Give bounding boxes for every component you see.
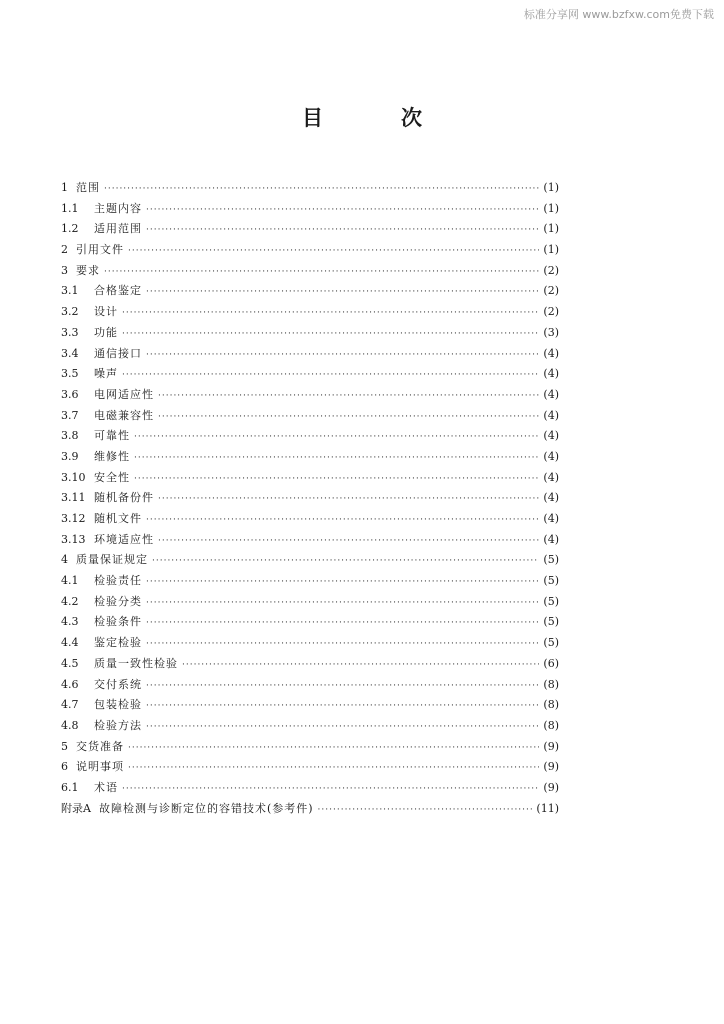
- toc-entry-page: (4): [543, 512, 559, 525]
- toc-entry-title: 交货准备: [76, 739, 124, 753]
- toc-entry-title: 功能: [94, 325, 118, 339]
- toc-entry-page: (2): [543, 284, 559, 298]
- toc-entry-title: 检验条件: [94, 615, 142, 629]
- toc-entry-page: (6): [543, 656, 559, 670]
- toc-entry-page: (5): [543, 615, 559, 629]
- toc-leader-dots: [152, 551, 539, 572]
- toc-entry-number: 4.5: [61, 656, 79, 670]
- toc-entry-page: (4): [543, 346, 559, 360]
- toc-entry[interactable]: [61, 344, 559, 365]
- toc-entry-title: 要求: [76, 263, 100, 277]
- toc-entry-page: (8): [543, 677, 559, 691]
- toc-entry-number: 4.3: [61, 615, 79, 629]
- toc-entry-page: (9): [543, 760, 559, 774]
- toc-leader-dots: [146, 572, 539, 593]
- toc-leader-dots: [122, 324, 539, 345]
- toc-entry-title: 范围: [76, 181, 100, 194]
- toc-entry-title: 合格鉴定: [94, 284, 142, 298]
- toc-entry[interactable]: [61, 219, 559, 240]
- page-title-left: 目: [302, 106, 323, 130]
- toc-entry[interactable]: [61, 240, 559, 261]
- toc-entry-page: (4): [543, 429, 559, 443]
- toc-entry-page: (5): [543, 636, 559, 650]
- toc-entry-title: 术语: [94, 780, 118, 794]
- toc-entry-page: (4): [543, 367, 559, 381]
- toc-entry-number: 5: [61, 739, 68, 753]
- toc-leader-dots: [122, 365, 539, 386]
- toc-leader-dots: [104, 262, 539, 283]
- toc-entry-title: 可靠性: [94, 429, 130, 443]
- toc-leader-dots: [146, 510, 539, 531]
- toc-entry[interactable]: [61, 675, 559, 696]
- toc-entry-number: 4.6: [61, 677, 79, 691]
- toc-entry[interactable]: [61, 468, 559, 489]
- toc-entry-title: 引用文件: [76, 243, 124, 257]
- toc-entry[interactable]: [61, 509, 559, 530]
- toc-leader-dots: [128, 738, 539, 759]
- toc-entry[interactable]: [61, 261, 559, 282]
- toc-entry-page: (1): [543, 243, 559, 257]
- toc-entry-number: 3.1: [61, 284, 79, 298]
- toc-leader-dots: [158, 386, 539, 407]
- toc-entry-number: 3.2: [61, 305, 79, 319]
- toc-leader-dots: [146, 717, 539, 738]
- toc-entry-number: 4: [61, 553, 68, 567]
- toc-entry-page: (9): [543, 739, 559, 753]
- toc-entry-number: 4.2: [61, 594, 79, 608]
- toc-entry-number: 1.2: [61, 222, 79, 236]
- toc-entry-page: (8): [543, 698, 559, 712]
- toc-entry-title: 噪声: [94, 367, 118, 381]
- toc-entry[interactable]: [61, 426, 559, 447]
- toc-leader-dots: [128, 758, 539, 779]
- toc-entry-number: 3: [61, 263, 68, 277]
- toc-entry-number: 3.4: [61, 346, 79, 360]
- toc-entry-title: 包装检验: [94, 698, 142, 712]
- toc-leader-dots: [134, 448, 539, 469]
- toc-entry-page: (4): [543, 470, 559, 484]
- toc-entry-page: (11): [536, 801, 559, 815]
- toc-entry-number: 3.5: [61, 367, 79, 381]
- toc-entry-title: 检验分类: [94, 594, 142, 608]
- toc-entry-title: 适用范围: [94, 222, 142, 236]
- toc-entry[interactable]: [61, 799, 559, 820]
- toc-leader-dots: [146, 220, 539, 241]
- toc-leader-dots: [318, 800, 533, 821]
- toc-entry-title: 设计: [94, 305, 118, 319]
- toc-entry-number: 6.1: [61, 780, 79, 794]
- toc-entry-number: 3.9: [61, 449, 79, 463]
- toc-entry[interactable]: [61, 612, 559, 633]
- toc-entry[interactable]: [61, 199, 559, 220]
- toc-entry-title: 随机文件: [94, 512, 142, 525]
- toc-entry-number: 3.7: [61, 408, 79, 422]
- toc-entry[interactable]: [61, 633, 559, 654]
- toc-leader-dots: [146, 634, 539, 655]
- toc-entry-number: 3.10: [61, 470, 86, 484]
- toc-entry-number: 4.4: [61, 636, 79, 650]
- toc-leader-dots: [104, 179, 539, 200]
- toc-leader-dots: [134, 427, 539, 448]
- toc-leader-dots: [128, 241, 539, 262]
- toc-entry-page: (4): [543, 408, 559, 422]
- toc-entry-page: (4): [543, 532, 559, 546]
- toc-entry-page: (9): [543, 780, 559, 794]
- toc-entry-number: 3.13: [61, 532, 86, 546]
- toc-entry[interactable]: [61, 778, 559, 799]
- toc-entry-page: (5): [543, 594, 559, 608]
- toc-entry[interactable]: [61, 323, 559, 344]
- toc-entry-page: (4): [543, 491, 559, 505]
- toc-entry-title: 环境适应性: [94, 532, 154, 546]
- toc-entry[interactable]: [61, 406, 559, 427]
- toc-leader-dots: [134, 469, 539, 490]
- toc-entry-title: 电网适应性: [94, 387, 154, 401]
- toc-entry-title: 故障检测与诊断定位的容错技术(参考件): [98, 801, 314, 815]
- toc-entry-title: 检验责任: [94, 574, 142, 588]
- toc-leader-dots: [146, 696, 539, 717]
- toc-entry-title: 鉴定检验: [94, 636, 142, 650]
- toc-entry-page: (8): [543, 718, 559, 732]
- toc-entry-number: 1: [61, 181, 68, 194]
- toc-leader-dots: [158, 531, 539, 552]
- toc-entry[interactable]: [61, 530, 559, 551]
- toc-entry-page: (5): [543, 553, 559, 567]
- toc-entry[interactable]: [61, 654, 559, 675]
- toc-entry-page: (1): [543, 201, 559, 215]
- toc-leader-dots: [146, 676, 539, 697]
- toc-entry-title: 安全性: [94, 470, 130, 484]
- toc-entry-title: 质量一致性检验: [94, 656, 178, 670]
- toc-entry-number: 3.3: [61, 325, 79, 339]
- toc-leader-dots: [158, 407, 539, 428]
- page-title: [0, 102, 724, 132]
- toc-leader-dots: [122, 779, 539, 800]
- toc-entry[interactable]: [61, 178, 559, 199]
- toc-entry-number: 3.11: [61, 491, 86, 505]
- toc-entry-page: (1): [543, 181, 559, 194]
- toc-entry-number: 4.7: [61, 698, 79, 712]
- table-of-contents: [61, 178, 559, 819]
- toc-leader-dots: [146, 613, 539, 634]
- toc-entry-number: 附录A: [61, 801, 91, 815]
- toc-entry-title: 说明事项: [76, 760, 124, 774]
- toc-entry-page: (1): [543, 222, 559, 236]
- toc-entry-page: (4): [543, 449, 559, 463]
- toc-entry[interactable]: [61, 592, 559, 613]
- toc-entry-number: 3.8: [61, 429, 79, 443]
- toc-entry[interactable]: [61, 571, 559, 592]
- toc-entry[interactable]: [61, 695, 559, 716]
- toc-leader-dots: [146, 345, 539, 366]
- toc-entry[interactable]: [61, 385, 559, 406]
- toc-entry-page: (2): [543, 263, 559, 277]
- toc-entry-title: 质量保证规定: [76, 553, 148, 567]
- toc-entry-number: 6: [61, 760, 68, 774]
- toc-entry-number: 4.1: [61, 574, 79, 588]
- toc-entry-number: 3.12: [61, 512, 86, 525]
- toc-entry[interactable]: [61, 550, 559, 571]
- toc-leader-dots: [158, 489, 539, 510]
- toc-leader-dots: [146, 282, 539, 303]
- toc-entry-title: 交付系统: [94, 677, 142, 691]
- page-title-right: 次: [401, 106, 422, 130]
- toc-entry[interactable]: [61, 716, 559, 737]
- toc-entry-number: 1.1: [61, 201, 79, 215]
- toc-entry[interactable]: [61, 757, 559, 778]
- toc-entry[interactable]: [61, 364, 559, 385]
- toc-entry-title: 主题内容: [94, 201, 142, 215]
- toc-leader-dots: [146, 593, 539, 614]
- watermark-text: 标准分享网 www.bzfxw.com免费下载: [523, 8, 714, 21]
- toc-entry-number: 3.6: [61, 387, 79, 401]
- toc-entry-page: (2): [543, 305, 559, 319]
- toc-entry-title: 维修性: [94, 449, 130, 463]
- toc-entry-title: 检验方法: [94, 718, 142, 732]
- toc-entry-number: 2: [61, 243, 68, 257]
- toc-entry-page: (5): [543, 574, 559, 588]
- toc-entry-page: (3): [543, 325, 559, 339]
- toc-entry-number: 4.8: [61, 718, 79, 732]
- toc-entry[interactable]: [61, 302, 559, 323]
- toc-entry[interactable]: [61, 488, 559, 509]
- toc-entry-page: (4): [543, 387, 559, 401]
- toc-entry-title: 电磁兼容性: [94, 408, 154, 422]
- toc-leader-dots: [122, 303, 539, 324]
- toc-leader-dots: [182, 655, 539, 676]
- toc-entry[interactable]: [61, 281, 559, 302]
- toc-entry[interactable]: [61, 447, 559, 468]
- toc-leader-dots: [146, 200, 539, 221]
- toc-entry-title: 通信接口: [94, 346, 142, 360]
- toc-entry-title: 随机备份件: [94, 491, 154, 505]
- toc-entry[interactable]: [61, 737, 559, 758]
